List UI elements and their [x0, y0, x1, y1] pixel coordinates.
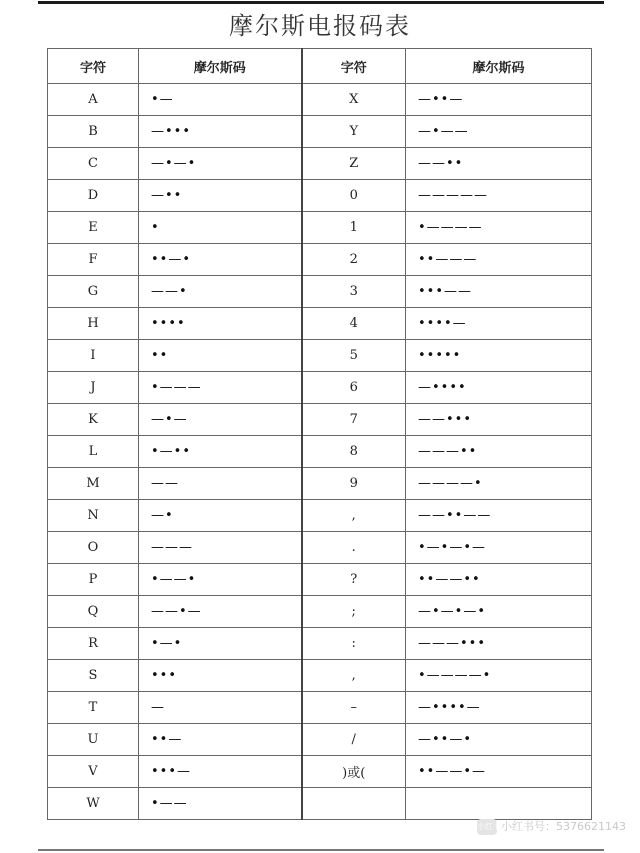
- char-cell-left: D: [48, 180, 139, 212]
- char-cell-right: 8: [302, 436, 406, 468]
- char-cell-left: T: [48, 692, 139, 724]
- table-row: [48, 500, 592, 532]
- morse-cell-right: ••——••: [406, 564, 592, 596]
- char-cell-left: N: [48, 500, 139, 532]
- char-cell-left: S: [48, 660, 139, 692]
- table-row: [48, 692, 592, 724]
- table-row: [48, 596, 592, 628]
- table-body: [48, 84, 592, 820]
- char-cell-right: 4: [302, 308, 406, 340]
- morse-cell-right: ——••——: [406, 500, 592, 532]
- morse-cell-left: •——•: [139, 564, 302, 596]
- char-cell-right: 5: [302, 340, 406, 372]
- table-row: [48, 788, 592, 820]
- morse-cell-left: ••—•: [139, 244, 302, 276]
- char-cell-right: ,: [302, 500, 406, 532]
- header-code-left: 摩尔斯码: [139, 49, 302, 84]
- table-row: [48, 468, 592, 500]
- table-row: [48, 212, 592, 244]
- top-rule: [38, 1, 604, 4]
- table-row: [48, 628, 592, 660]
- table-row: [48, 436, 592, 468]
- morse-cell-right: ———•••: [406, 628, 592, 660]
- morse-cell-left: •••—: [139, 756, 302, 788]
- table-header-row: [48, 49, 592, 84]
- header-char-right: 字符: [302, 49, 406, 84]
- table-row: [48, 84, 592, 116]
- char-cell-left: M: [48, 468, 139, 500]
- morse-cell-right: ——•••: [406, 404, 592, 436]
- table-row: [48, 660, 592, 692]
- char-cell-left: E: [48, 212, 139, 244]
- table-row: [48, 564, 592, 596]
- char-cell-right: 7: [302, 404, 406, 436]
- watermark: [477, 818, 626, 835]
- morse-cell-left: —••: [139, 180, 302, 212]
- char-cell-right: )或(: [302, 756, 406, 788]
- morse-cell-right: ——••: [406, 148, 592, 180]
- table-row: [48, 372, 592, 404]
- char-cell-right: :: [302, 628, 406, 660]
- morse-cell-left: •—•: [139, 628, 302, 660]
- morse-cell-right: —••—•: [406, 724, 592, 756]
- morse-cell-right: —••••: [406, 372, 592, 404]
- morse-cell-left: ——•—: [139, 596, 302, 628]
- morse-cell-right: —•——: [406, 116, 592, 148]
- morse-cell-left: ———: [139, 532, 302, 564]
- morse-cell-left: ——: [139, 468, 302, 500]
- bottom-rule: [38, 849, 604, 851]
- char-cell-left: R: [48, 628, 139, 660]
- morse-cell-left: —•••: [139, 116, 302, 148]
- char-cell-left: B: [48, 116, 139, 148]
- morse-cell-left: ••••: [139, 308, 302, 340]
- morse-cell-right: •••••: [406, 340, 592, 372]
- char-cell-right: ,: [302, 660, 406, 692]
- morse-cell-left: —: [139, 692, 302, 724]
- morse-cell-left: ——•: [139, 276, 302, 308]
- header-char-left: 字符: [48, 49, 139, 84]
- char-cell-left: Q: [48, 596, 139, 628]
- morse-cell-left: —•: [139, 500, 302, 532]
- morse-cell-left: —•—: [139, 404, 302, 436]
- morse-cell-right: ••——•—: [406, 756, 592, 788]
- table-row: [48, 180, 592, 212]
- char-cell-left: A: [48, 84, 139, 116]
- morse-table-container: [47, 48, 592, 820]
- char-cell-left: C: [48, 148, 139, 180]
- char-cell-left: L: [48, 436, 139, 468]
- char-cell-right: –: [302, 692, 406, 724]
- morse-cell-right: [406, 788, 592, 820]
- morse-cell-left: •——: [139, 788, 302, 820]
- morse-cell-right: •••——: [406, 276, 592, 308]
- table-row: [48, 756, 592, 788]
- morse-cell-right: —••—: [406, 84, 592, 116]
- morse-cell-left: •—: [139, 84, 302, 116]
- char-cell-right: ;: [302, 596, 406, 628]
- morse-cell-right: •————: [406, 212, 592, 244]
- char-cell-right: 0: [302, 180, 406, 212]
- watermark-text: 小红书号：5376621143: [501, 820, 626, 833]
- table-row: [48, 148, 592, 180]
- morse-code-table: [47, 48, 592, 820]
- char-cell-right: [302, 788, 406, 820]
- char-cell-right: .: [302, 532, 406, 564]
- table-row: [48, 340, 592, 372]
- char-cell-left: I: [48, 340, 139, 372]
- morse-cell-left: •••: [139, 660, 302, 692]
- morse-cell-right: —————: [406, 180, 592, 212]
- table-row: [48, 724, 592, 756]
- table-row: [48, 116, 592, 148]
- char-cell-right: 9: [302, 468, 406, 500]
- table-row: [48, 244, 592, 276]
- char-cell-right: 6: [302, 372, 406, 404]
- morse-cell-right: •—•—•—: [406, 532, 592, 564]
- table-row: [48, 532, 592, 564]
- morse-cell-left: —•—•: [139, 148, 302, 180]
- table-row: [48, 308, 592, 340]
- watermark-logo: 小红书: [477, 819, 497, 835]
- morse-cell-right: ••———: [406, 244, 592, 276]
- char-cell-right: ?: [302, 564, 406, 596]
- char-cell-left: P: [48, 564, 139, 596]
- char-cell-left: K: [48, 404, 139, 436]
- char-cell-right: Y: [302, 116, 406, 148]
- char-cell-right: 1: [302, 212, 406, 244]
- morse-cell-left: ••: [139, 340, 302, 372]
- morse-cell-right: ••••—: [406, 308, 592, 340]
- char-cell-right: 3: [302, 276, 406, 308]
- char-cell-left: H: [48, 308, 139, 340]
- char-cell-left: U: [48, 724, 139, 756]
- morse-cell-right: —•—•—•: [406, 596, 592, 628]
- header-code-right: 摩尔斯码: [406, 49, 592, 84]
- char-cell-right: 2: [302, 244, 406, 276]
- char-cell-left: V: [48, 756, 139, 788]
- morse-cell-left: ••—: [139, 724, 302, 756]
- table-row: [48, 404, 592, 436]
- char-cell-left: O: [48, 532, 139, 564]
- char-cell-right: /: [302, 724, 406, 756]
- char-cell-left: F: [48, 244, 139, 276]
- char-cell-left: G: [48, 276, 139, 308]
- morse-cell-right: •————•: [406, 660, 592, 692]
- morse-cell-right: —••••—: [406, 692, 592, 724]
- morse-cell-left: •: [139, 212, 302, 244]
- morse-cell-right: ———••: [406, 436, 592, 468]
- table-row: [48, 276, 592, 308]
- char-cell-right: Z: [302, 148, 406, 180]
- morse-cell-right: ————•: [406, 468, 592, 500]
- morse-cell-left: •—••: [139, 436, 302, 468]
- char-cell-right: X: [302, 84, 406, 116]
- char-cell-left: J: [48, 372, 139, 404]
- morse-cell-left: •———: [139, 372, 302, 404]
- char-cell-left: W: [48, 788, 139, 820]
- page-title: 摩尔斯电报码表: [229, 12, 411, 40]
